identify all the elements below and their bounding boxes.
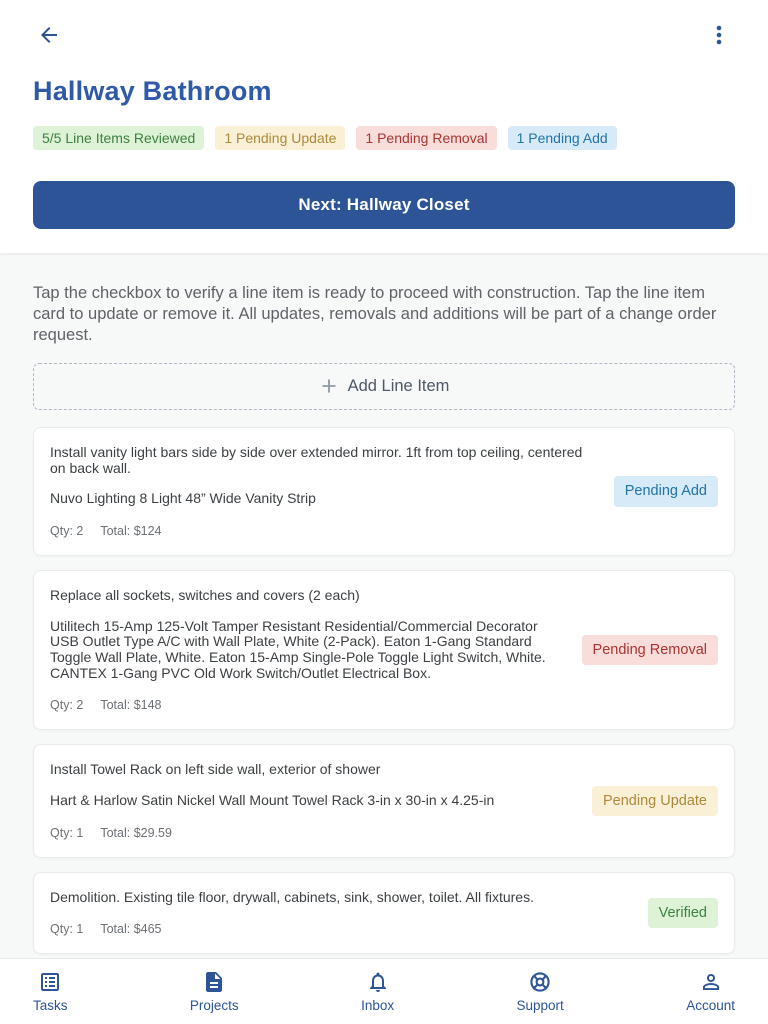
pending-removal-badge: 1 Pending Removal bbox=[356, 126, 496, 150]
line-item-description: Demolition. Existing tile floor, drywall, cabinets, sink, shower, toilet. All fixtures. bbox=[50, 888, 534, 905]
overflow-menu-button[interactable] bbox=[703, 19, 735, 51]
nav-item-projects[interactable] bbox=[190, 970, 239, 1013]
tasks-icon bbox=[38, 970, 62, 994]
line-item-meta bbox=[50, 922, 632, 936]
line-item-description: Replace all sockets, switches and covers (2 each) bbox=[50, 586, 360, 603]
line-item-list bbox=[33, 427, 735, 1008]
account-person-icon bbox=[699, 970, 723, 994]
line-item-text bbox=[50, 445, 598, 538]
line-item-description: Install vanity light bars side by side over extended mirror. 1ft from top ceiling, centered on back wall. bbox=[50, 443, 583, 476]
plus-icon bbox=[319, 376, 339, 396]
pending-add-badge: 1 Pending Add bbox=[508, 126, 617, 150]
line-item-card[interactable] bbox=[33, 744, 735, 857]
status-badge: Pending Add bbox=[614, 476, 718, 507]
status-badge: Verified bbox=[648, 898, 718, 929]
line-item-card[interactable] bbox=[33, 570, 735, 730]
line-item-product: Nuvo Lighting 8 Light 48” Wide Vanity Strip bbox=[50, 490, 316, 507]
line-item-text bbox=[50, 890, 632, 937]
nav-item-inbox[interactable] bbox=[361, 970, 394, 1013]
add-line-item-label: Add Line Item bbox=[347, 376, 450, 395]
line-item-description: Install Towel Rack on left side wall, exterior of shower bbox=[50, 761, 381, 778]
summary-badges bbox=[33, 126, 735, 150]
nav-label: Inbox bbox=[361, 998, 395, 1013]
nav-label: Support bbox=[516, 998, 564, 1013]
line-item-qty: Qty: 2 bbox=[50, 523, 84, 538]
back-button[interactable] bbox=[33, 19, 65, 51]
bottom-navigation bbox=[0, 958, 768, 1024]
line-item-total: Total: $148 bbox=[100, 698, 162, 713]
header bbox=[0, 0, 768, 253]
line-item-qty: Qty: 2 bbox=[50, 698, 84, 713]
line-item-total: Total: $124 bbox=[100, 523, 162, 538]
nav-item-account[interactable] bbox=[686, 970, 735, 1013]
line-item-text bbox=[50, 762, 576, 839]
reviewed-badge: 5/5 Line Items Reviewed bbox=[33, 126, 204, 150]
arrow-left-icon bbox=[37, 23, 61, 47]
next-room-button[interactable]: Next: Hallway Closet bbox=[33, 181, 735, 229]
pending-update-badge: 1 Pending Update bbox=[215, 126, 345, 150]
line-item-total: Total: $29.59 bbox=[100, 825, 172, 840]
line-item-qty: Qty: 1 bbox=[50, 825, 84, 840]
main-content bbox=[0, 253, 768, 1008]
nav-item-support[interactable] bbox=[517, 970, 564, 1013]
nav-item-tasks[interactable] bbox=[33, 970, 68, 1013]
line-item-meta bbox=[50, 524, 598, 538]
line-item-card[interactable] bbox=[33, 427, 735, 556]
page-title: Hallway Bathroom bbox=[33, 76, 272, 106]
top-bar bbox=[33, 0, 735, 62]
status-badge: Pending Removal bbox=[582, 635, 718, 666]
line-item-text bbox=[50, 588, 566, 712]
nav-label: Account bbox=[686, 998, 735, 1013]
projects-icon bbox=[202, 970, 226, 994]
line-item-meta bbox=[50, 826, 576, 840]
status-badge: Pending Update bbox=[592, 786, 718, 817]
line-item-total: Total: $465 bbox=[100, 922, 162, 937]
line-item-card[interactable] bbox=[33, 872, 735, 955]
nav-label: Projects bbox=[189, 998, 239, 1013]
line-item-qty: Qty: 1 bbox=[50, 922, 84, 937]
line-item-meta bbox=[50, 698, 566, 712]
line-item-product: Hart & Harlow Satin Nickel Wall Mount Towel Rack 3-in x 30-in x 4.25-in bbox=[50, 791, 495, 808]
instructions-text: Tap the checkbox to verify a line item is ready to proceed with construction. Tap the line item card to update or remove it. All updates, removals and additions will be part of a change order request. bbox=[33, 284, 717, 344]
nav-label: Tasks bbox=[33, 998, 68, 1013]
kebab-menu-icon bbox=[707, 23, 731, 47]
inbox-bell-icon bbox=[366, 970, 390, 994]
line-item-product: Utilitech 15-Amp 125-Volt Tamper Resistant Residential/Commercial Decorator USB Outlet Type A/C with Wall Plate, White (2-Pack). Eaton 1-Gang Standard Toggle Wall Plate, White. Eaton 15-Amp Single-Pole Toggle Light Switch, White. CANTEX 1-Gang PVC Old Work Switch/Outlet Electrical Box. bbox=[50, 617, 546, 681]
add-line-item-button[interactable] bbox=[33, 363, 735, 410]
support-lifebuoy-icon bbox=[528, 970, 552, 994]
